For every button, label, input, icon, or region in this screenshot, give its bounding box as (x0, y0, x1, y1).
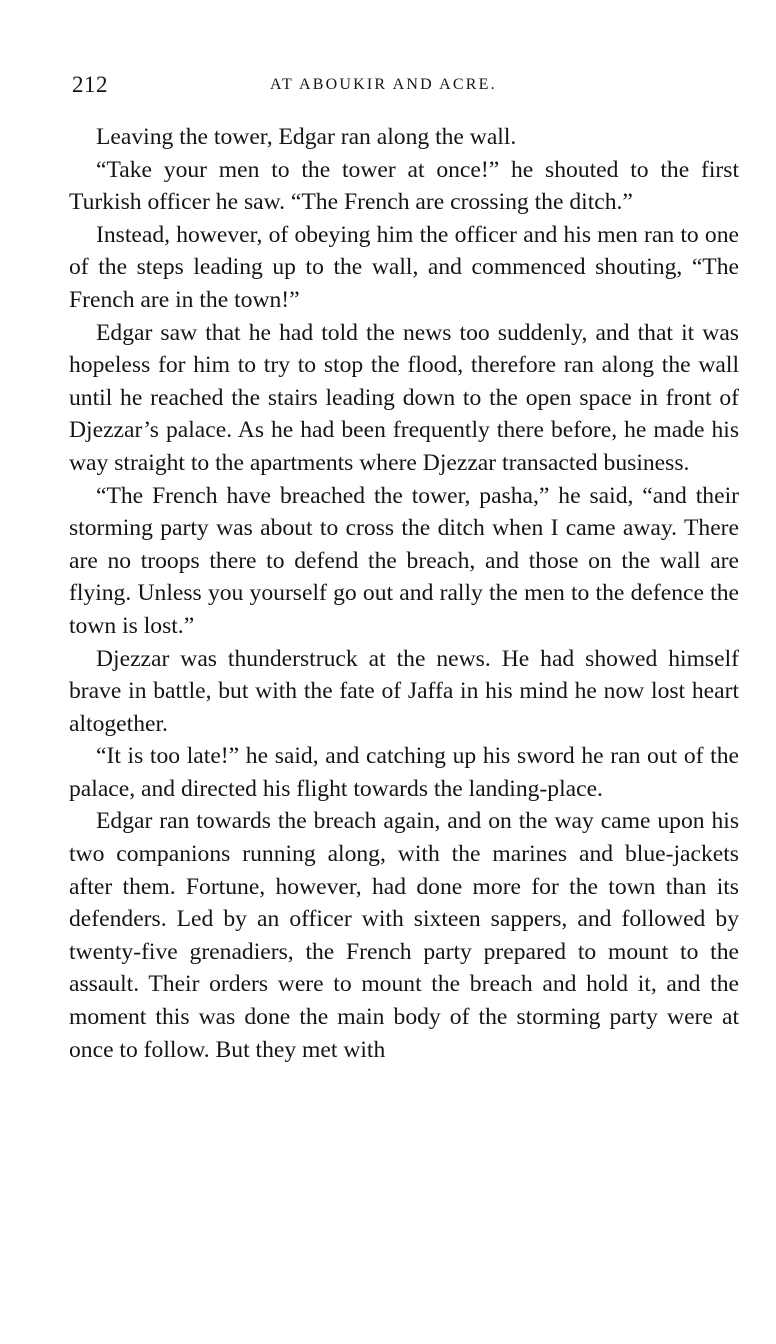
paragraph: “Take your men to the tower at once!” he shouted to the first Turkish officer he saw. “The French are crossing the ditch.” (69, 156, 739, 216)
paragraph: Instead, however, of obeying him the officer and his men ran to one of the steps leading up to the wall, and commenced shouting, “The French are in the town!” (69, 221, 739, 313)
page-number: 212 (72, 72, 108, 97)
paragraph: “It is too late!” he said, and catching up his sword he ran out of the palace, and directed his flight towards the landing-place. (69, 743, 739, 802)
page-header (70, 72, 738, 102)
body-text (69, 121, 739, 1066)
paragraph: Edgar ran towards the breach again, and on the way came upon his two companions running along, with the marines and blue-jackets after them. Fortune, however, had done more for the town than its defenders. Led by an officer with sixteen sappers, and followed by twenty-five grenadiers, the French party prepared to mount to the assault. Their orders were to mount the breach and hold it, and the moment this was done the main body of the storming party were at once to follow. But they met with (69, 808, 739, 1063)
running-title: AT ABOUKIR AND ACRE. (270, 76, 497, 93)
paragraph: Djezzar was thunderstruck at the news. He had showed himself brave in battle, but with the fate of Jaffa in his mind he now lost heart altogether. (69, 645, 739, 737)
paragraph: “The French have breached the tower, pasha,” he said, “and their storming party was about to cross the ditch when I came away. There are no troops there to defend the breach, and those on the wall are flying. Unless you yourself go out and rally the men to the defence the town is lost.” (69, 482, 739, 639)
paragraph: Edgar saw that he had told the news too suddenly, and that it was hopeless for him to try to stop the flood, therefore ran along the wall until he reached the stairs leading down to the open space in front of Djezzar’s palace. As he had been frequently there before, he made his way straight to the apartments where Djezzar transacted business. (69, 319, 739, 476)
paragraph: Leaving the tower, Edgar ran along the wall. (96, 124, 517, 150)
